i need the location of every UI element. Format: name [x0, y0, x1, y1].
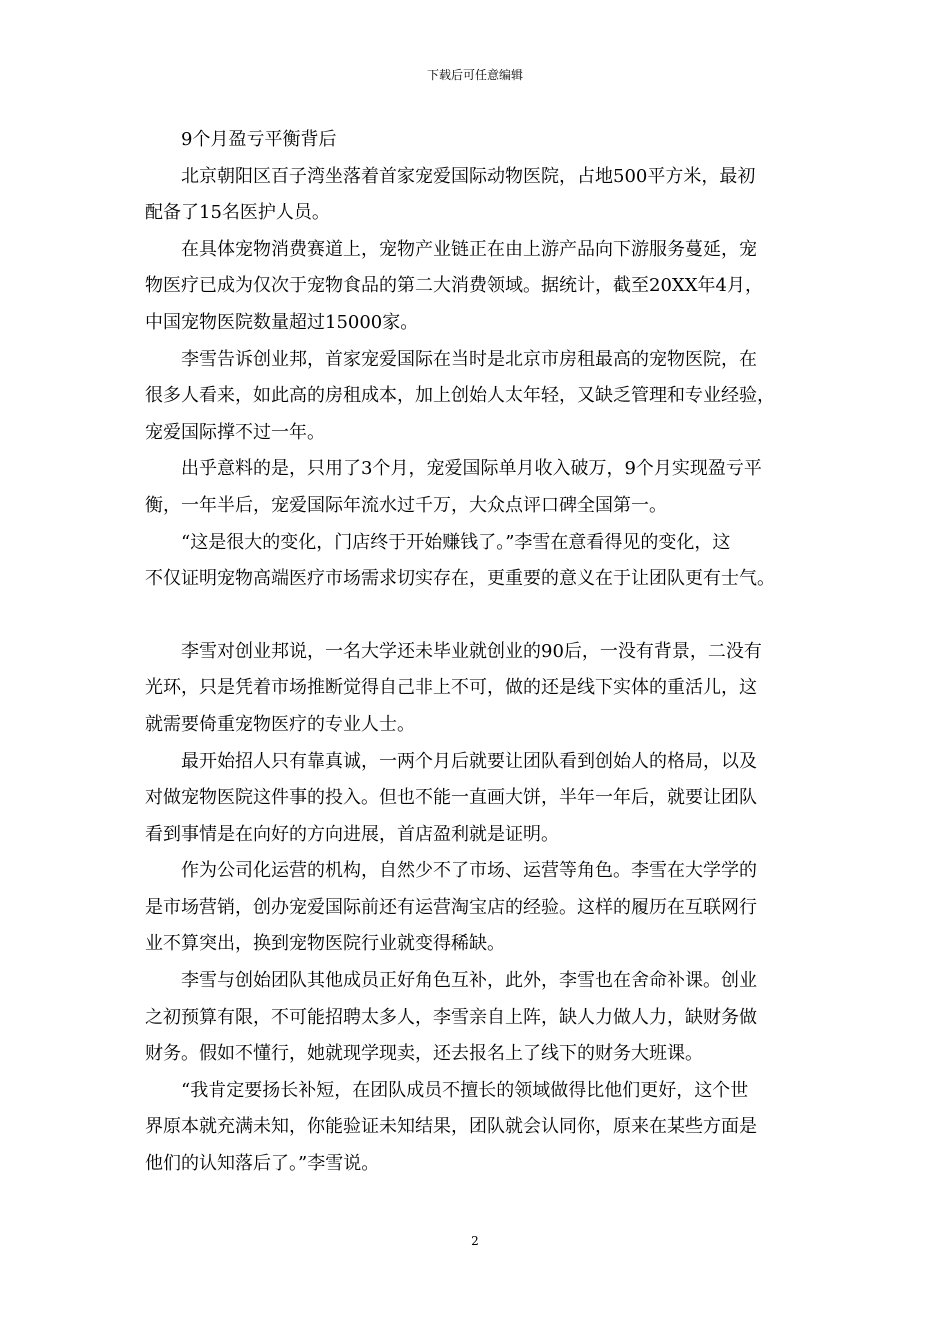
page-number: 2 [471, 1234, 479, 1248]
paragraph: 李雪对创业邦说，一名大学还未毕业就创业的90后，一没有背景，二没有 光环，只是凭着市场推断觉得自己非上不可，做的还是线下实体的重活儿，这 就需要倚重宠物医疗的专业人士。 [145, 640, 762, 735]
paragraph: “这是很大的变化，门店终于开始赚钱了。”李雪在意看得见的变化，这 不仅证明宠物高端医疗市场需求切实存在，更重要的意义在于让团队更有士气。 [145, 531, 775, 590]
paragraph: 作为公司化运营的机构，自然少不了市场、运营等角色。李雪在大学学的 是市场营销，创办宠爱国际前还有运营淘宝店的经验。这样的履历在互联网行 业不算突出，换到宠物医院行业就变得稀缺。 [145, 860, 757, 955]
paragraph: 在具体宠物消费赛道上，宠物产业链正在由上游产品向下游服务蔓延，宠 物医疗已成为仅次于宠物食品的第二大消费领域。据统计，截至20XX年4月， 中国宠物医院数量超过15000家。 [145, 238, 763, 333]
paragraph: 李雪与创始团队其他成员正好角色互补，此外，李雪也在舍命补课。创业 之初预算有限，不可能招聘太多人，李雪亲自上阵，缺人力做人力，缺财务做 财务。假如不懂行，她就现学现卖，还去报名上了线下的财务大班课。 [145, 970, 757, 1065]
section-heading: 9个月盈亏平衡背后 [181, 129, 337, 150]
page-header: 下载后可任意编辑 [426, 68, 523, 82]
paragraph: 李雪告诉创业邦，首家宠爱国际在当时是北京市房租最高的宠物医院，在 很多人看来，如此高的房租成本，加上创始人太年轻，又缺乏管理和专业经验， 宠爱国际撑不过一年。 [145, 348, 775, 443]
paragraph: “我肯定要扬长补短，在团队成员不擅长的领域做得比他们更好，这个世 界原本就充满未知，你能验证未知结果，团队就会认同你，原来在某些方面是 他们的认知落后了。”李雪说。 [145, 1079, 757, 1175]
document-body [145, 122, 807, 1183]
paragraph: 北京朝阳区百子湾坐落着首家宠爱国际动物医院，占地500平方米，最初 配备了15名医护人员。 [145, 165, 756, 224]
paragraph: 最开始招人只有靠真诚，一两个月后就要让团队看到创始人的格局，以及 对做宠物医院这件事的投入。但也不能一直画大饼，半年一年后，就要让团队 看到事情是在向好的方向进展，首店盈利就是证明。 [145, 750, 757, 845]
section-spacer [145, 598, 807, 634]
paragraph: 出乎意料的是，只用了3个月，宠爱国际单月收入破万，9个月实现盈亏平 衡，一年半后，宠爱国际年流水过千万，大众点评口碑全国第一。 [145, 458, 762, 516]
